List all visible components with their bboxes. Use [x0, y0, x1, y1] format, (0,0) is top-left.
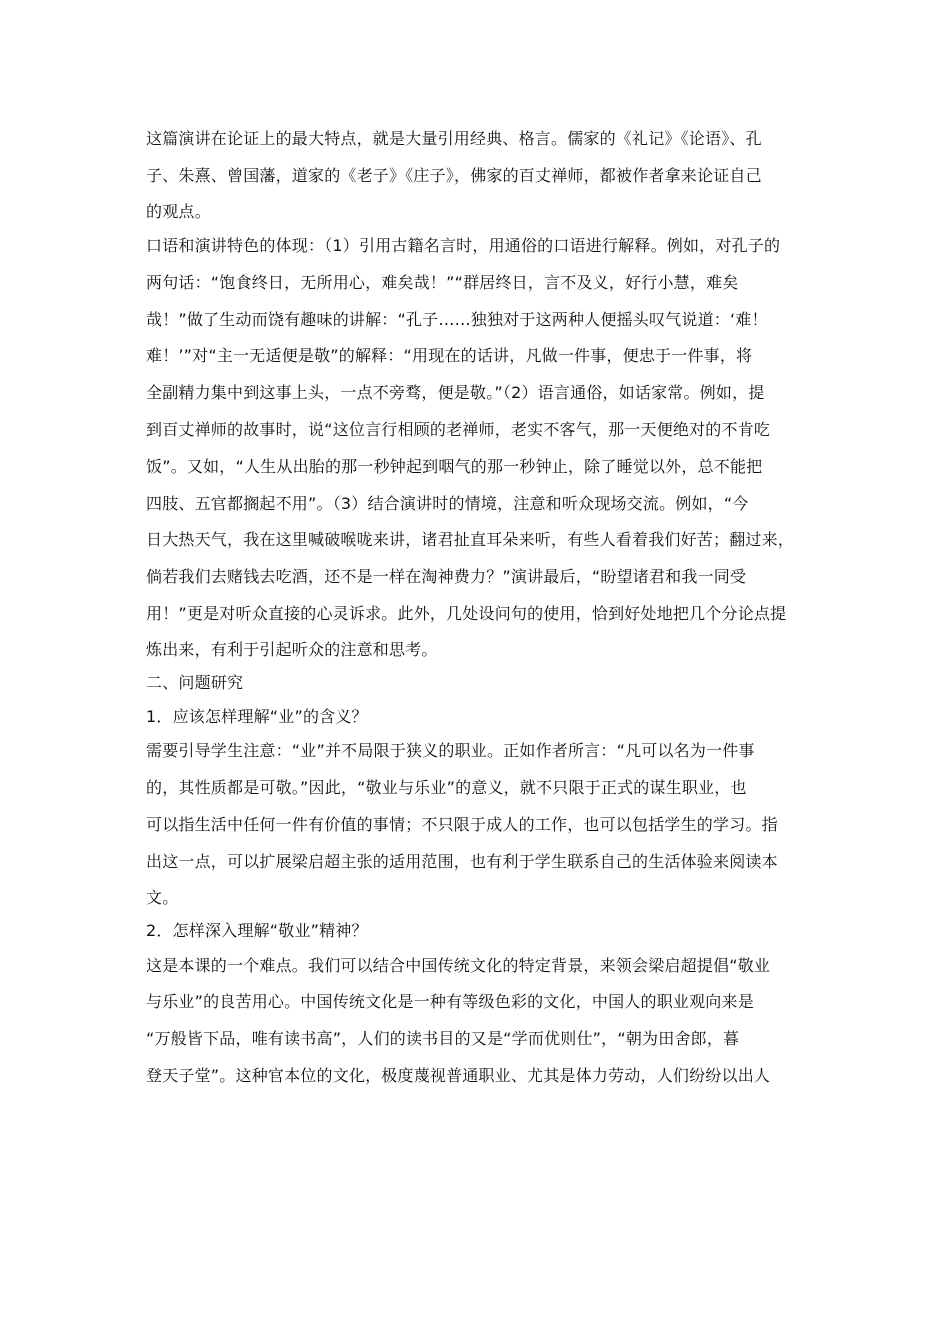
text-line: 与乐业”的良苦用心。中国传统文化是一种有等级色彩的文化，中国人的职业观向来是	[146, 992, 754, 1012]
text-line: 饭”。又如，“人生从出胎的那一秒钟起到咽气的那一秒钟止，除了睡觉以外，总不能把	[146, 456, 763, 476]
text-line: 的，其性质都是可敬。”因此，“敬业与乐业”的意义，就不只限于正式的谋生职业，也	[146, 778, 747, 798]
text-line: 全副精力集中到这事上头，一点不旁骛，便是敬。”（2）语言通俗，如话家常。例如，提	[146, 383, 765, 403]
section-heading: 二、问题研究	[146, 673, 244, 693]
text-line: 的观点。	[146, 201, 211, 221]
text-line: 到百丈禅师的故事时，说“这位言行相顾的老禅师，老实不客气，那一天便绝对的不肯吃	[146, 420, 771, 440]
text-line: 子、朱熹、曾国藩，道家的《老子》《庄子》，佛家的百丈禅师，都被作者拿来论证自己	[146, 165, 762, 185]
text-line: 文。	[146, 887, 179, 907]
text-line: 倘若我们去赌钱去吃酒，还不是一样在淘神费力？”演讲最后，“盼望诸君和我一同受	[146, 567, 747, 587]
text-line: 登天子堂”。这种官本位的文化，极度蔑视普通职业、尤其是体力劳动，人们纷纷以出人	[146, 1065, 771, 1085]
text-line: 两句话：“饱食终日，无所用心，难矣哉！”“群居终日，言不及义，好行小慧，难矣	[146, 272, 739, 292]
question-heading: 2．怎样深入理解“敬业”精神？	[146, 921, 368, 941]
text-line: 需要引导学生注意：“业”并不局限于狭义的职业。正如作者所言：“凡可以名为一件事	[146, 741, 755, 761]
text-line: 难！’”对“主一无适便是敬”的解释：“用现在的话讲，凡做一件事，便忠于一件事，将	[146, 346, 753, 366]
text-line: 这是本课的一个难点。我们可以结合中国传统文化的特定背景，来领会梁启超提倡“敬业	[146, 955, 771, 975]
text-line: 日大热天气，我在这里喊破喉咙来讲，诸君扯直耳朵来听，有些人看着我们好苦；翻过来，	[146, 530, 795, 550]
text-line: 出这一点，可以扩展梁启超主张的适用范围，也有利于学生联系自己的生活体验来阅读本	[146, 851, 778, 871]
question-heading: 1．应该怎样理解“业”的含义？	[146, 706, 368, 726]
text-line: 炼出来，有利于引起听众的注意和思考。	[146, 639, 438, 659]
document-body	[146, 121, 814, 1095]
text-line: 用！”更是对听众直接的心灵诉求。此外，几处设问句的使用，恰到好处地把几个分论点提	[146, 604, 787, 624]
text-line: 可以指生活中任何一件有价值的事情；不只限于成人的工作，也可以包括学生的学习。指	[146, 814, 778, 834]
text-line: 这篇演讲在论证上的最大特点，就是大量引用经典、格言。儒家的《礼记》《论语》、孔	[146, 129, 762, 148]
text-line: 口语和演讲特色的体现：（1）引用古籍名言时，用通俗的口语进行解释。例如，对孔子的	[146, 236, 781, 256]
text-line: 哉！”做了生动而饶有趣味的讲解：“孔子……独独对于这两种人便摇头叹气说道：‘难！	[146, 309, 768, 329]
text-line: 四肢、五官都搁起不用”。（3）结合演讲时的情境，注意和听众现场交流。例如，“今	[146, 493, 749, 513]
text-line: “万般皆下品，唯有读书高”，人们的读书目的又是“学而优则仕”，“朝为田舍郎，暮	[146, 1029, 740, 1049]
